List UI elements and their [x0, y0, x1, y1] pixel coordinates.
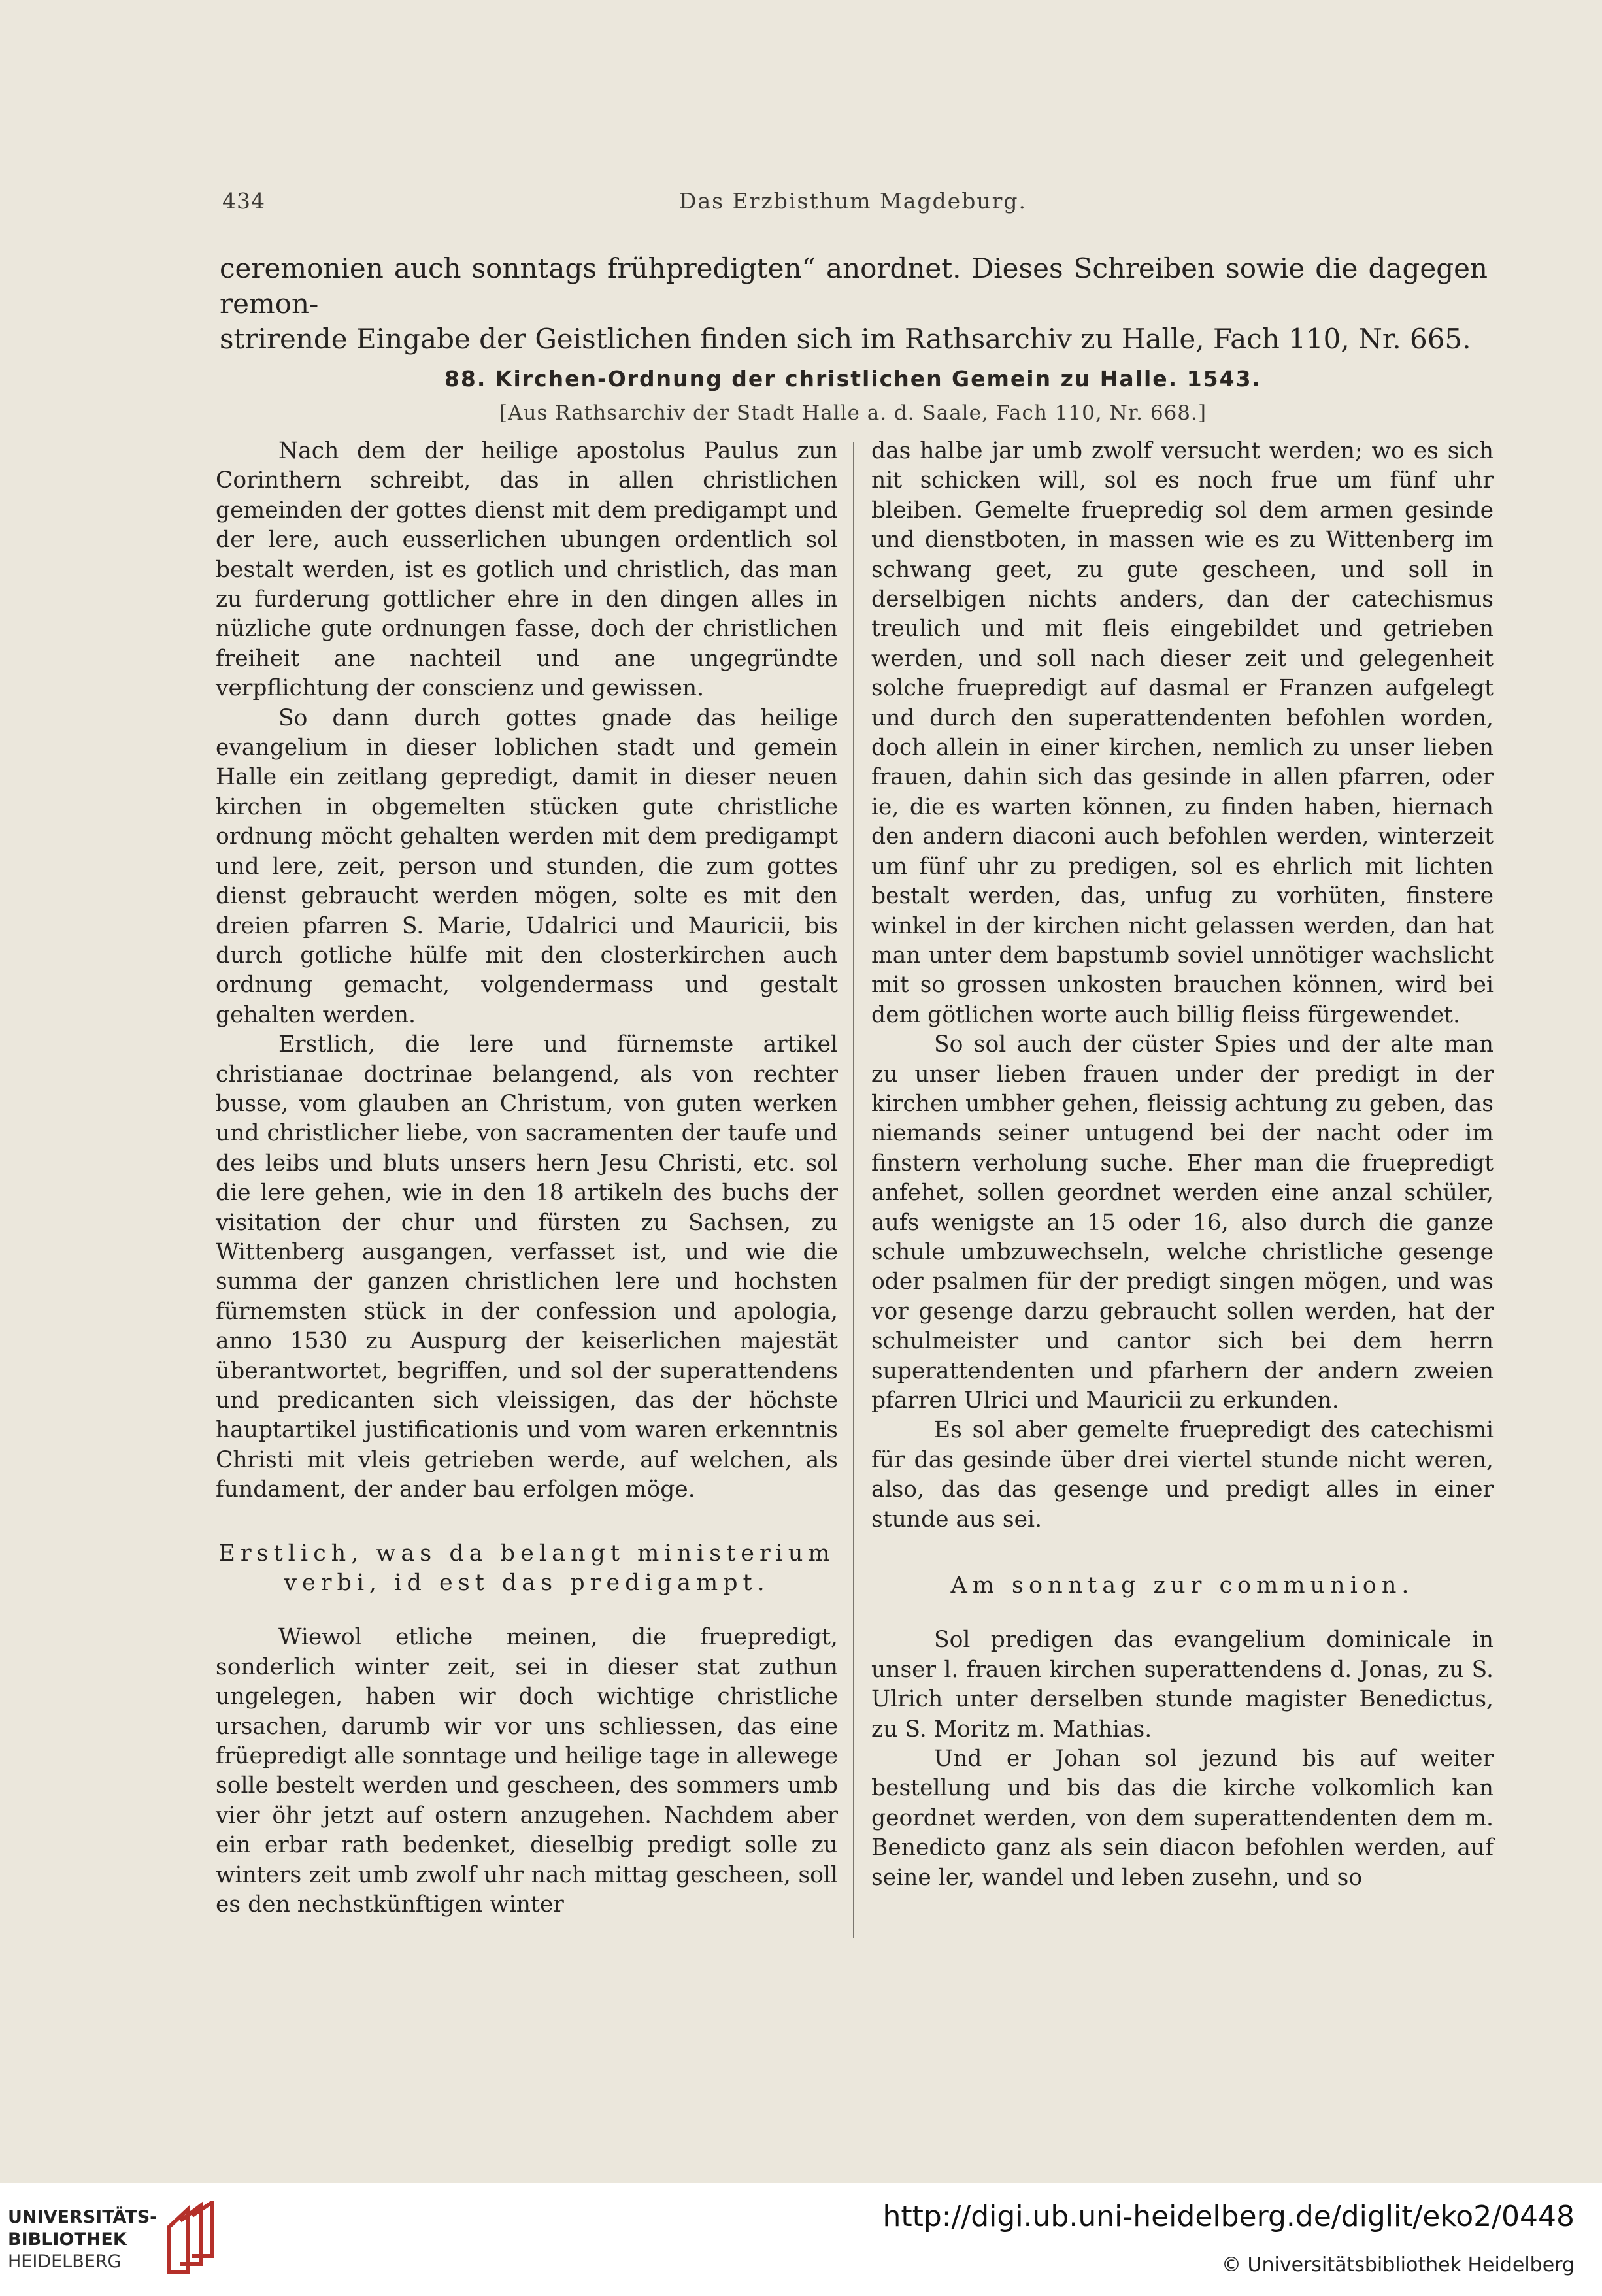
paragraph: Erstlich, die lere und fürnemste artikel christianae doctrinae belangend, als von rechter busse, vom glauben an Christum, von guten werken und christlicher liebe, von sacramenten der taufe und des leibs und bluts unsers hern Jesu Christi, etc. sol die lere gehen, wie in den 18 artikeln des buchs der visitation der chur und fürsten zu Sachsen, zu Wittenberg ausgangen, verfasset ist, und wie die summa der ganzen christlichen lere und hochsten fürnemsten stück in der confession und apologia, anno 1530 zu Auspurg der keiserlichen majestät überantwortet, begriffen, und sol der superattendens und predicanten sich vleissigen, das der höchste hauptartikel justificationis und vom waren erkenntnis Christi mit vleis getrieben werde, auf welchen, als fundament, der ander bau erfolgen möge. [216, 1031, 838, 1503]
intro-line: ceremonien auch sonntags frühpredigten“ anordnet. Dieses Schreiben sowie die dagegen remon- [220, 252, 1488, 320]
copyright-notice: © Universitätsbibliothek Heidelberg [1221, 2254, 1575, 2276]
running-title: Das Erzbisthum Magdeburg. [679, 188, 1027, 214]
paragraph: Wiewol etliche meinen, die fruepredigt, sonderlich winter zeit, sei in dieser stat zuthun ungelegen, haben wir doch wichtige christliche ursachen, darumb wir vor uns schliessen, das eine früepredigt alle sonntage und heilige tage in allewege solle bestelt werden und gescheen, des sommers umb vier öhr jetzt auf ostern anzugehen. Nachdem aber ein erbar rath bedenket, dieselbig predigt solle zu winters zeit umb zwolf uhr nach mittag gescheen, soll es den nechstkünftigen winter [216, 1624, 838, 1918]
column-divider [853, 442, 854, 1938]
document-source: [Aus Rathsarchiv der Stadt Halle a. d. Saale, Fach 110, Nr. 668.] [499, 401, 1207, 425]
intro-text [220, 251, 1488, 357]
section-heading: Erstlich, was da belangt ministerium verbi, id est das predigampt. [218, 1540, 835, 1597]
document-title: 88. Kirchen-Ordnung der christlichen Gemein zu Halle. 1543. [444, 366, 1262, 391]
left-column [216, 437, 838, 1920]
page-number: 434 [222, 188, 265, 214]
section-heading: Am sonntag zur communion. [950, 1572, 1414, 1599]
page-header [216, 188, 1490, 221]
right-column [871, 437, 1494, 1893]
paragraph: Und er Johan sol jezund bis auf weiter bestellung und bis das die kirche volkomlich kan geordnet werden, von dem superattendenten dem m. Benedicto ganz als sein diacon befohlen werden, auf seine ler, wandel und leben zusehn, und so [871, 1746, 1494, 1891]
library-name-line: BIBLIOTHEK [8, 2229, 127, 2250]
paragraph: Es sol aber gemelte fruepredigt des catechismi für das gesinde über drei viertel stunde nicht weren, also, das das gesenge und predigt alles in einer stunde aus sei. [871, 1417, 1494, 1533]
library-logo-text [8, 2206, 157, 2273]
library-logo-icon [162, 2201, 214, 2280]
footer-bar [0, 2183, 1602, 2296]
paragraph: So dann durch gottes gnade das heilige evangelium in dieser loblichen stadt und gemein Halle ein zeitlang gepredigt, damit in dieser neuen kirchen in obgemelten stücken gute christliche ordnung möcht gehalten werden mit dem predigampt und lere, zeit, person und stunden, die zum gottes dienst gebraucht werden mögen, solte es mit den dreien pfarren S. Marie, Udalrici und Mauricii, bis durch gotliche hülfe mit den closterkirchen auch ordnung gemacht, volgendermass und gestalt gehalten werden. [216, 705, 838, 1028]
paragraph: Nach dem der heilige apostolus Paulus zun Corinthern schreibt, das in allen christlichen gemeinden der gottes dienst mit dem predigampt und der lere, auch eusserlichen ubungen ordentlich sol bestalt werden, ist es gotlich und christlich, das man zu furderung gottlicher ehre in den dingen alles in nüzliche gute ordnungen fasse, doch der christlichen freiheit ane nachteil und ane ungegründte verpflichtung der conscienz und gewissen. [216, 438, 838, 702]
library-name-line: HEIDELBERG [8, 2252, 122, 2272]
intro-line: strirende Eingabe der Geistlichen finden sich im Rathsarchiv zu Halle, Fach 110, Nr. 665. [220, 323, 1471, 355]
paragraph: Sol predigen das evangelium dominicale in unser l. frauen kirchen superattendens d. Jonas, zu S. Ulrich unter derselben stunde magister Benedictus, zu S. Moritz m. Mathias. [871, 1627, 1494, 1742]
permalink-url[interactable]: http://digi.ub.uni-heidelberg.de/diglit/eko2/0448 [882, 2200, 1575, 2233]
library-name-line: UNIVERSITÄTS- [8, 2207, 158, 2227]
paragraph: das halbe jar umb zwolf versucht werden; wo es sich nit schicken will, sol es noch frue um fünf uhr bleiben. Gemelte fruepredig sol dem armen gesinde und dienstboten, in massen wie es zu Wittenberg im schwang geet, zu gute gescheen, und soll in derselbigen nichts anders, dan der catechismus treulich und mit fleis eingebildet und getrieben werden, und soll nach dieser zeit und gelegenheit solche fruepredigt auf dasmal er Franzen aufgelegt und durch den superattendenten befohlen worden, doch allein in einer kirchen, nemlich zu unser lieben frauen, dahin sich das gesinde in allen pfarren, oder ie, die es warten können, zu finden haben, hiernach den andern diaconi auch befohlen werden, winterzeit um fünf uhr zu predigen, sol es ehrlich mit lichten bestalt werden, das, unfug zu vorhüten, finstere winkel in der kirchen nicht gelassen werden, dan hat man unter dem bapstumb soviel unnötiger wachslicht mit so grossen unkosten brauchen können, wird bei dem götlichen worte auch billig fleiss fürgewendet. [871, 438, 1494, 1028]
paragraph: So sol auch der cüster Spies und der alte man zu unser lieben frauen under der predigt in der kirchen umbher gehen, fleissig achtung zu geben, das niemands seiner untugend bei der nacht oder im finstern verholung suche. Eher man die fruepredigt anfehet, sollen geordnet werden eine anzal schüler, aufs wenigste an 15 oder 16, also durch die ganze schule umbzuwechseln, welche christliche gesenge oder psalmen für der predigt singen mögen, und was vor gesenge darzu gebraucht sollen werden, hat der schulmeister und cantor sich bei dem herrn superattendenten und pfarhern der andern zweien pfarren Ulrici und Mauricii zu erkunden. [871, 1031, 1494, 1414]
